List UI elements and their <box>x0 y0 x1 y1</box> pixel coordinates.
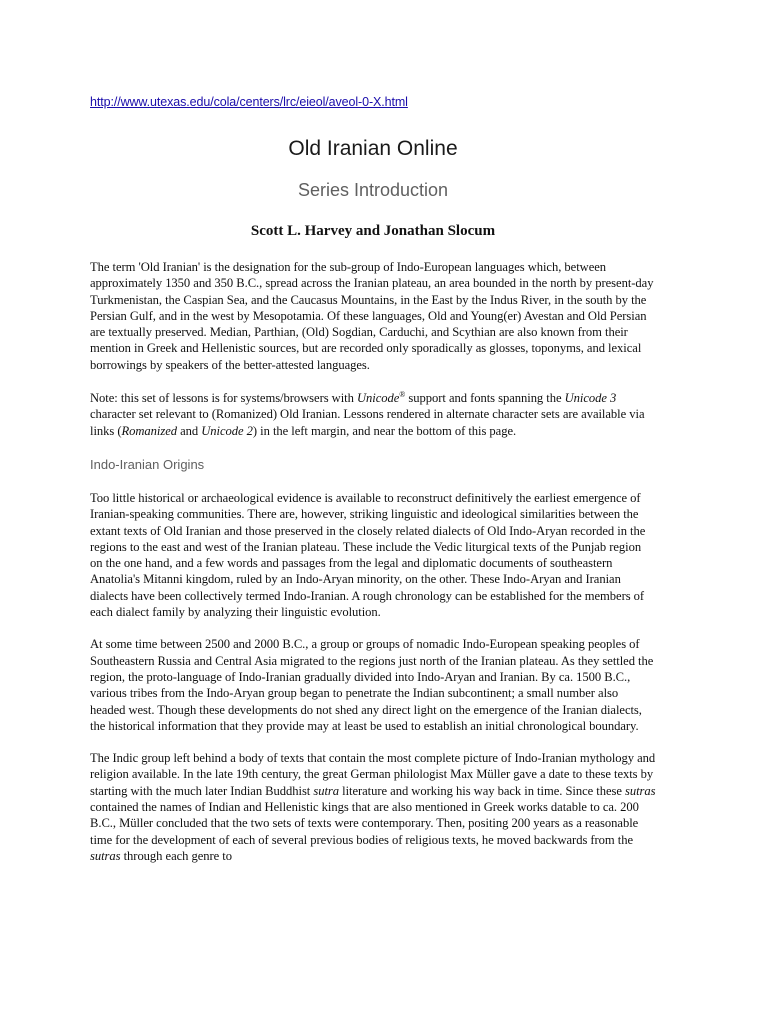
unicode2-link: Unicode 2 <box>201 423 253 438</box>
unicode3-term: Unicode 3 <box>564 391 617 406</box>
section-heading-origins: Indo-Iranian Origins <box>90 456 205 472</box>
note-text-2: support and fonts spanning the <box>405 391 565 406</box>
note-text-4: and <box>177 423 202 438</box>
note-text-3: character set relevant to (Romanized) Old Iranian. Lessons rendered in alternate character sets are available via links ( <box>90 407 645 438</box>
note-paragraph <box>90 390 656 439</box>
romanized-link: Romanized <box>121 423 178 438</box>
note-text-1: Note: this set of lessons is for systems/browsers with <box>90 391 357 406</box>
registered-mark: ® <box>399 389 406 399</box>
indic-text-1: The Indic group left behind a body of texts that contain the most complete picture of Indo-Iranian mythology and religion available. In the late 19th century, the great German philologist Max Müller gave a date to these texts by starting with the much later Indian Buddhist <box>90 751 656 798</box>
origins-paragraph-1: Too little historical or archaeological evidence is available to reconstruct definitively the earliest emergence of Iranian-speaking communities. There are, however, striking linguistic and ideological similarities between the extant texts of Old Iranian and those preserved in the closely related dialects of Old Indo-Aryan recorded in the regions to the east and west of the Iranian plateau. These include the Vedic liturgical texts of the Punjab region on the one hand, and a few words and passages from the legal and diplomatic documents of southeastern Anatolia's Mitanni kingdom, ruled by an Indo-Aryan minority, on the other. These Indo-Aryan and Iranian dialects have been collectively termed Indo-Iranian. A rough chronology can be established for the members of each dialect family by analyzing their linguistic evolution. <box>90 490 646 620</box>
authors-line: Scott L. Harvey and Jonathan Slocum <box>250 223 496 239</box>
indic-text-3: contained the names of Indian and Hellenistic kings that are also mentioned in Greek works datable to ca. 200 B.C., Müller concluded that the two sets of texts were contemporary. Then, positing 200 years as a reasonable time for the development of each of several previous bodies of religious texts, he moved backwards from the <box>90 800 639 847</box>
intro-paragraph: The term 'Old Iranian' is the designation for the sub-group of Indo-European languages which, between approximately 1350 and 350 B.C., spread across the Iranian plateau, an area bounded in the north by present-day Turkmenistan, the Caspian Sea, and the Caucasus Mountains, in the East by the Indus River, in the south by the Persian Gulf, and in the west by Mesopotamia. Of these languages, Old and Young(er) Avestan and Old Persian are textually preserved. Median, Parthian, (Old) Sogdian, Carduchi, and Scythian are also known from their mention in Greek and Hellenistic sources, but are recorded only sporadically as glosses, toponyms, and lexical borrowings by speakers of the better-attested languages. <box>90 260 654 372</box>
sutras-term-2: sutras <box>90 848 121 863</box>
source-url-link[interactable]: http://www.utexas.edu/cola/centers/lrc/eieol/aveol-0-X.html <box>90 95 408 109</box>
unicode-term: Unicode <box>356 391 400 406</box>
page-subtitle: Series Introduction <box>297 180 449 200</box>
indic-text-4: through each genre to <box>120 848 232 863</box>
sutras-term: sutras <box>625 783 656 798</box>
indic-text-2: literature and working his way back in time. Since these <box>339 783 625 798</box>
note-text-5: ) in the left margin, and near the bottom of this page. <box>252 423 517 438</box>
indic-paragraph <box>90 750 656 864</box>
page-title: Old Iranian Online <box>288 137 458 160</box>
origins-paragraph-2: At some time between 2500 and 2000 B.C., a group or groups of nomadic Indo-European speaking peoples of Southeastern Russia and Central Asia migrated to the regions just north of the Iranian plateau. As they settled the region, the proto-language of Indo-Iranian gradually divided into Indo-Aryan and Iranian. By ca. 1500 B.C., various tribes from the Indo-Aryan group began to penetrate the Indian subcontinent; a small number also headed west. Though these developments do not shed any direct light on the emergence of the Iranian dialects, the historical information that they provide may at least be used to establish an initial chronological boundary. <box>90 637 654 733</box>
sutra-term: sutra <box>313 783 340 798</box>
